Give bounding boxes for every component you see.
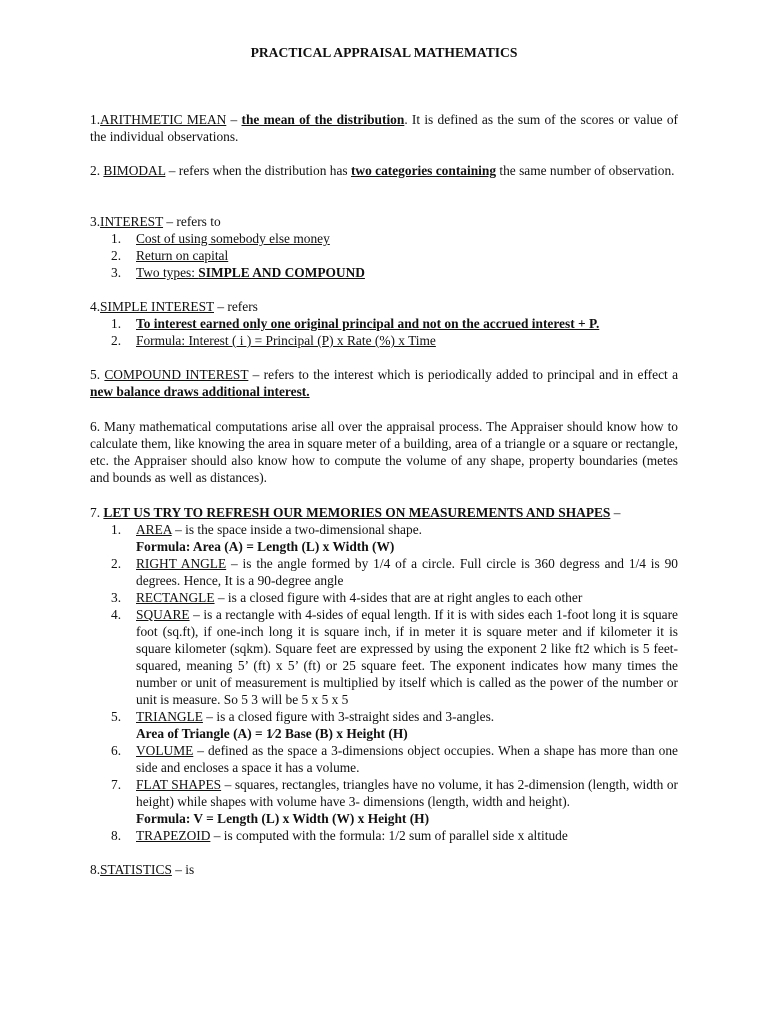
section-simple-interest: [90, 298, 678, 349]
list-item-right-angle: [90, 555, 678, 589]
item-text: – is the angle formed by 1/4 of a circle. Full circle is 360 degress and 1/4 is 90 degrees. Hence, It is a 90-degree angle: [136, 556, 678, 588]
definition-text: . It is defined as the sum of the scores or value of the individual observations.: [90, 112, 679, 144]
term: FLAT SHAPES: [136, 777, 222, 792]
simple-interest-list: [90, 315, 678, 349]
item-text: Return on capital: [136, 248, 229, 263]
formula: Formula: Area (A) = Length (L) x Width (W): [136, 539, 395, 554]
item-text: – is a rectangle with 4-sides of equal length. If it is with sides each 1-foot long it is square foot (sq.ft), if one-inch long it is square inch, if in meter it is square meter and if kilometer it is square kilometer (sqkm). Square feet are expressed by using the exponent 2 like ft2 which is 5 feet-squared, meaning 5’ (ft) x 5’ (ft) or 25 square feet. The exponent indicates how many times the number or unit of measurement is multiplied by itself which is called as the power of the number or unit is measure. So 5 3 will be 5 x 5 x 5: [136, 607, 678, 707]
item-text: Cost of using somebody else money: [136, 231, 330, 246]
item-bold-text: SIMPLE AND COMPOUND: [198, 265, 365, 280]
item-text: Two types:: [136, 265, 199, 280]
list-item: [90, 230, 678, 247]
term-compound-interest: COMPOUND INTEREST: [104, 367, 249, 382]
dash: –: [226, 112, 242, 127]
key-phrase: two categories containing: [350, 163, 497, 178]
term-arithmetic-mean: ARITHMETIC MEAN: [100, 112, 227, 127]
section-number: 5.: [90, 367, 105, 382]
document-title: PRACTICAL APPRAISAL MATHEMATICS: [250, 45, 518, 60]
section-interest: [90, 213, 678, 281]
term: RIGHT ANGLE: [136, 556, 227, 571]
section-computations: 6. Many mathematical computations arise all over the appraisal process. The Appraiser should know how to calculate them, like knowing the area in square meter of a building, area of a triangle or a square or rectangle, etc. the Appraiser should also know how to compute the volume of any shape, property boundaries (metes and bounds as well as distances).: [90, 419, 678, 485]
interest-list: [90, 230, 678, 281]
list-item-flat-shapes: [90, 776, 678, 827]
list-item: [90, 247, 678, 264]
item-text: – squares, rectangles, triangles have no volume, it has 2-dimension (length, width or height) while shapes with volume have 3- dimensions (length, width and height).: [136, 777, 678, 809]
section-number: 3.: [90, 214, 101, 229]
term: RECTANGLE: [136, 590, 215, 605]
item-text: – is the space inside a two-dimensional shape.: [171, 522, 422, 537]
item-text: To interest earned only one original principal and not on the accrued interest + P.: [136, 316, 600, 331]
item-number: 2.: [111, 248, 122, 263]
section-number: 4.: [90, 299, 101, 314]
item-number: 6.: [111, 743, 122, 758]
section-measurements: [90, 504, 678, 844]
item-number: 1.: [111, 231, 122, 246]
item-text: – is computed with the formula: 1/2 sum of parallel side x altitude: [210, 828, 568, 843]
item-text: Formula: Interest ( i ) = Principal (P) x Rate (%) x Time: [136, 333, 436, 348]
item-number: 3.: [111, 590, 122, 605]
definition-text: – refers: [214, 299, 258, 314]
term: AREA: [136, 522, 172, 537]
definition-text: – refers to the interest which is periodically added to principal and in effect a: [248, 367, 679, 382]
list-item-square: [90, 606, 678, 708]
dash: –: [610, 505, 621, 520]
item-number: 8.: [111, 828, 122, 843]
term-simple-interest: SIMPLE INTEREST: [100, 299, 214, 314]
section-bimodal: [90, 162, 678, 179]
definition-text: the same number of observation.: [496, 163, 675, 178]
list-item-volume: [90, 742, 678, 776]
section-compound-interest: [90, 366, 678, 400]
item-number: 4.: [111, 607, 122, 622]
key-phrase: the mean of the distribution: [241, 112, 405, 127]
section-number: 1.: [90, 112, 101, 127]
item-number: 2.: [111, 333, 122, 348]
item-number: 3.: [111, 265, 122, 280]
list-item-area: [90, 521, 678, 555]
list-item: [90, 264, 678, 281]
key-phrase: new balance draws additional interest.: [90, 384, 310, 399]
shapes-list: [90, 521, 678, 844]
item-number: 1.: [111, 522, 122, 537]
item-text: – defined as the space a 3-dimensions object occupies. When a shape has more than one side and encloses a space it has a volume.: [136, 743, 678, 775]
definition-text: – refers to: [163, 214, 221, 229]
section-arithmetic-mean: [90, 111, 678, 145]
section-number: 2.: [90, 163, 104, 178]
item-text: – is a closed figure with 4-sides that are at right angles to each other: [214, 590, 583, 605]
item-text: – is a closed figure with 3-straight sides and 3-angles.: [202, 709, 495, 724]
formula: Formula: V = Length (L) x Width (W) x Height (H): [136, 811, 430, 826]
term-statistics: STATISTICS: [100, 862, 172, 877]
section-statistics: [90, 861, 678, 878]
definition-text: – is: [171, 862, 195, 877]
term-bimodal: BIMODAL: [103, 163, 166, 178]
section-number: 7.: [90, 505, 104, 520]
item-number: 7.: [111, 777, 122, 792]
term-interest: INTEREST: [100, 214, 164, 229]
list-item-rectangle: [90, 589, 678, 606]
term: VOLUME: [136, 743, 194, 758]
term: TRAPEZOID: [136, 828, 211, 843]
formula: Area of Triangle (A) = 1⁄2 Base (B) x Height (H): [136, 726, 408, 741]
item-number: 5.: [111, 709, 122, 724]
list-item-triangle: [90, 708, 678, 742]
item-number: 1.: [111, 316, 122, 331]
term: TRIANGLE: [136, 709, 203, 724]
term: SQUARE: [136, 607, 190, 622]
item-number: 2.: [111, 556, 122, 571]
list-item: [90, 315, 678, 332]
definition-text: – refers when the distribution has: [165, 163, 351, 178]
list-item-trapezoid: [90, 827, 678, 844]
section-heading: LET US TRY TO REFRESH OUR MEMORIES ON MEASUREMENTS AND SHAPES: [103, 505, 611, 520]
section-number: 8.: [90, 862, 101, 877]
list-item: [90, 332, 678, 349]
document-page: [90, 44, 678, 878]
